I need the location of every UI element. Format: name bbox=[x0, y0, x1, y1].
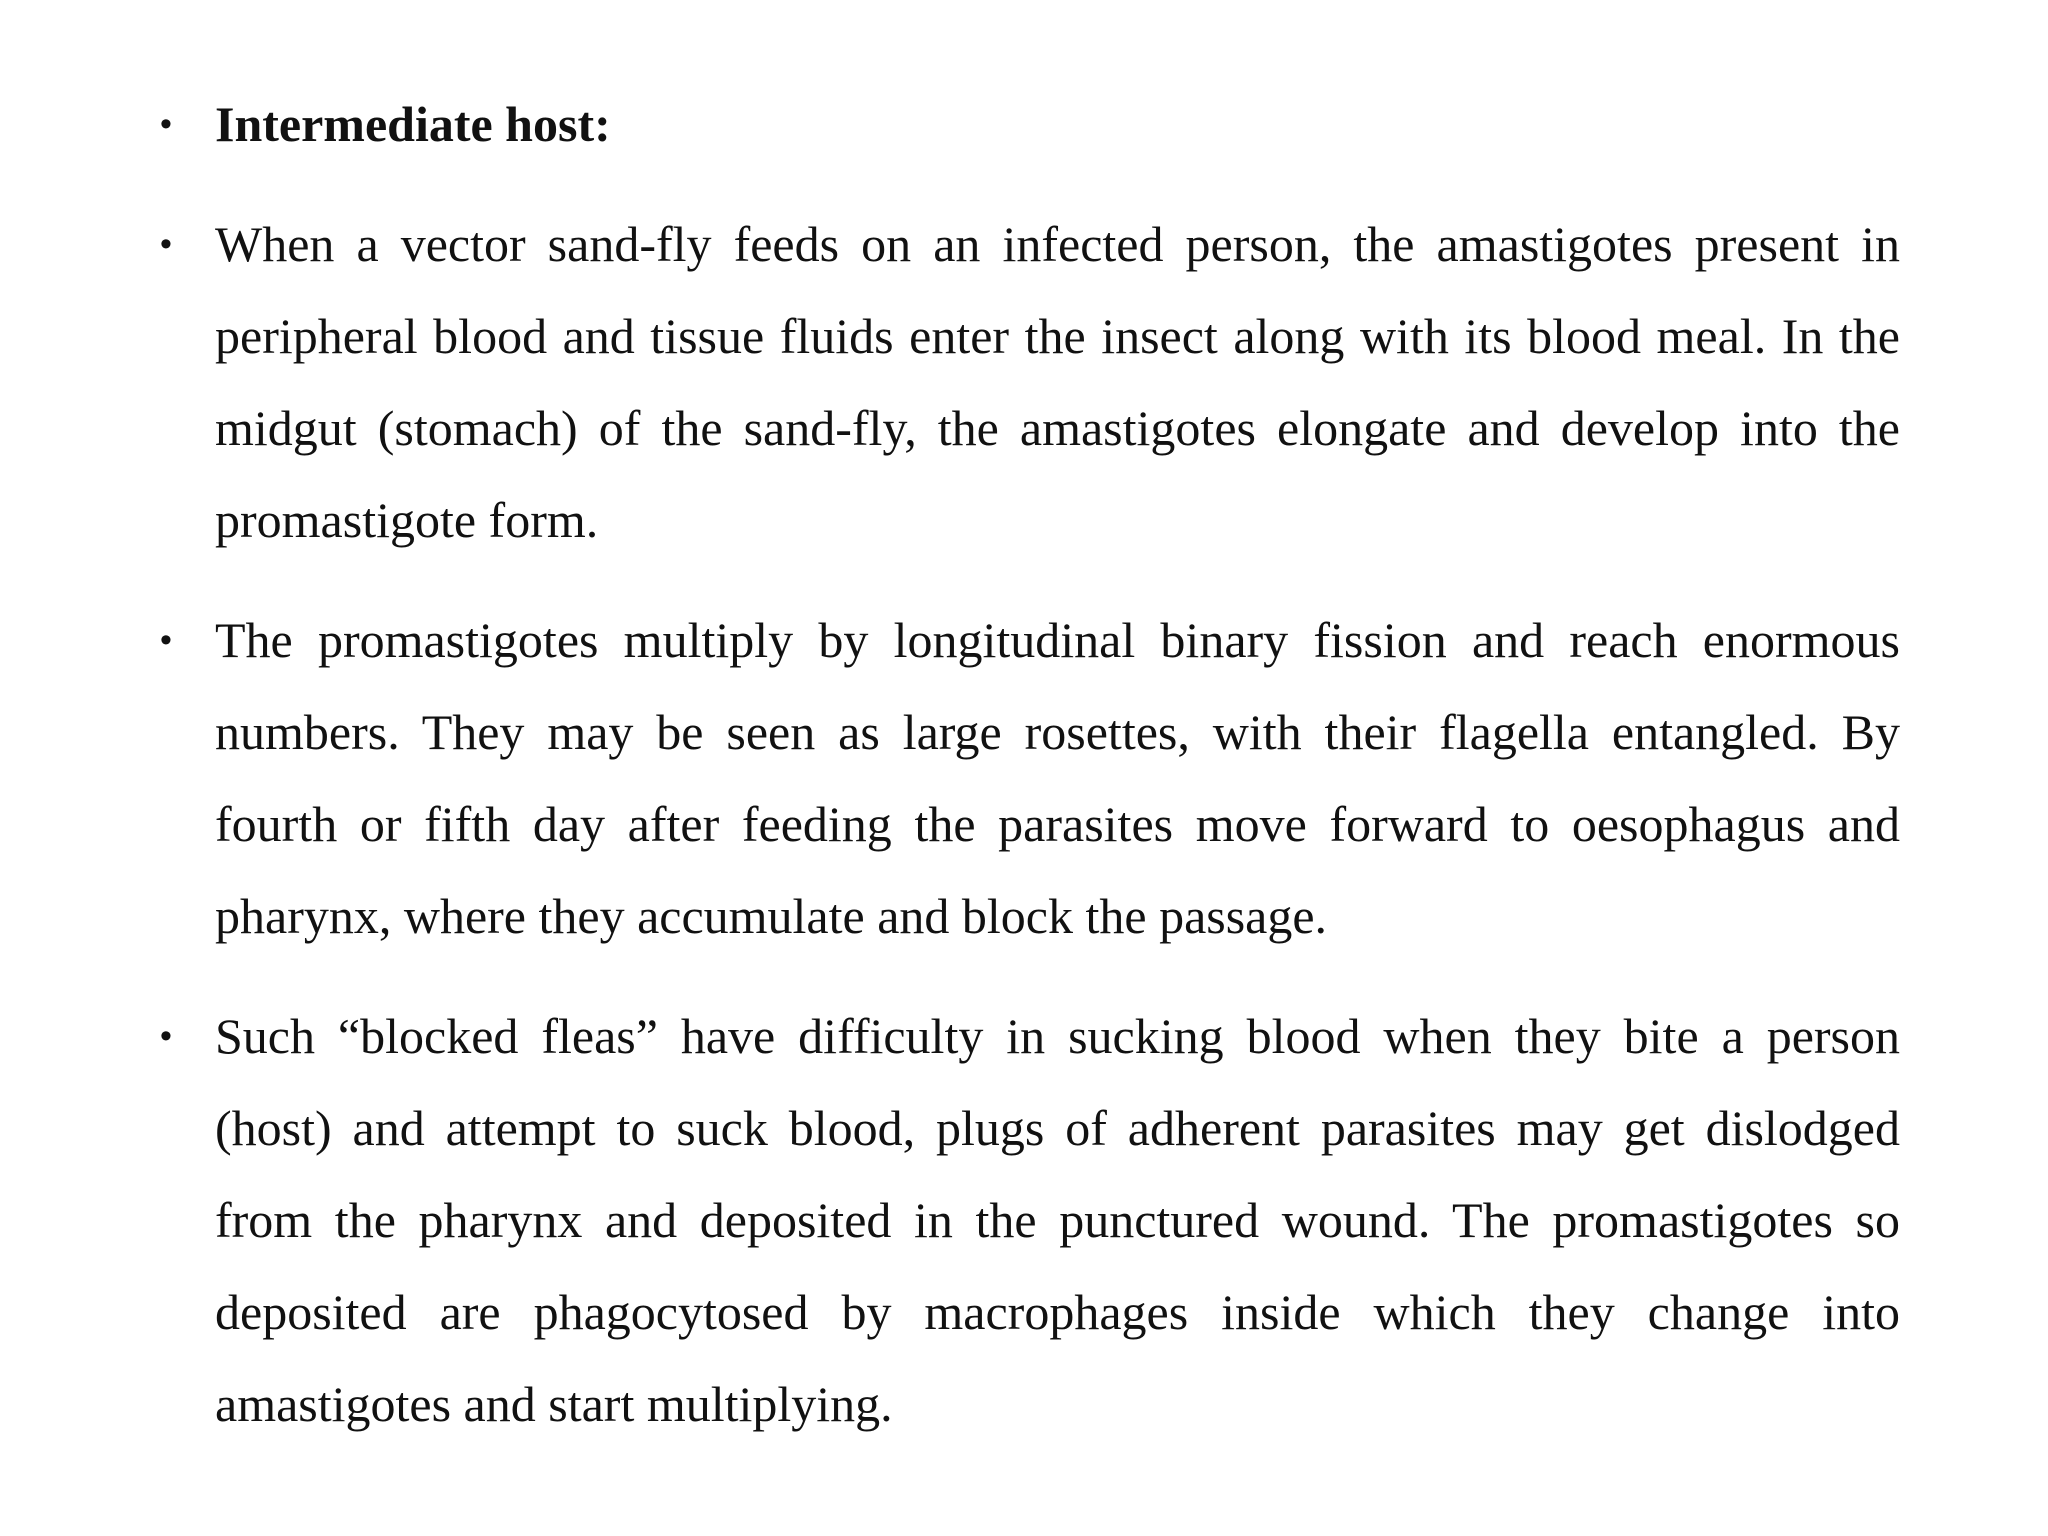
bullet-item-promastigote-multiplication bbox=[160, 594, 1900, 962]
bullet-text: Such “blocked fleas” have difficulty in sucking blood when they bite a person (host) and attempt to suck blood, plugs of adherent parasites may get dislodged from the pharynx and deposited in the punctured wound. The promastigotes so deposited are phagocytosed by macrophages inside which they change into amastigotes and start multiplying. bbox=[215, 1008, 1900, 1432]
bullet-dot-icon: • bbox=[160, 105, 172, 143]
bullet-item-blocked-fleas bbox=[160, 990, 1900, 1450]
bullet-text: When a vector sand-fly feeds on an infected person, the amastigotes present in peripheral blood and tissue fluids enter the insect along with its blood meal. In the midgut (stomach) of the sand-fly, the amastigotes elongate and develop into the promastigote form. bbox=[215, 216, 1900, 548]
bullet-item-intermediate-host bbox=[160, 78, 1900, 170]
bullet-dot-icon: • bbox=[160, 225, 172, 263]
bullet-dot-icon: • bbox=[160, 1017, 172, 1055]
bullet-list bbox=[160, 78, 1900, 1450]
bullet-text: The promastigotes multiply by longitudinal binary fission and reach enormous numbers. They may be seen as large rosettes, with their flagella entangled. By fourth or fifth day after feeding the parasites move forward to oesophagus and pharynx, where they accumulate and block the passage. bbox=[215, 612, 1900, 944]
bullet-heading-text: Intermediate host: bbox=[215, 96, 611, 152]
bullet-item-sand-fly-feeding bbox=[160, 198, 1900, 566]
bullet-dot-icon: • bbox=[160, 621, 172, 659]
